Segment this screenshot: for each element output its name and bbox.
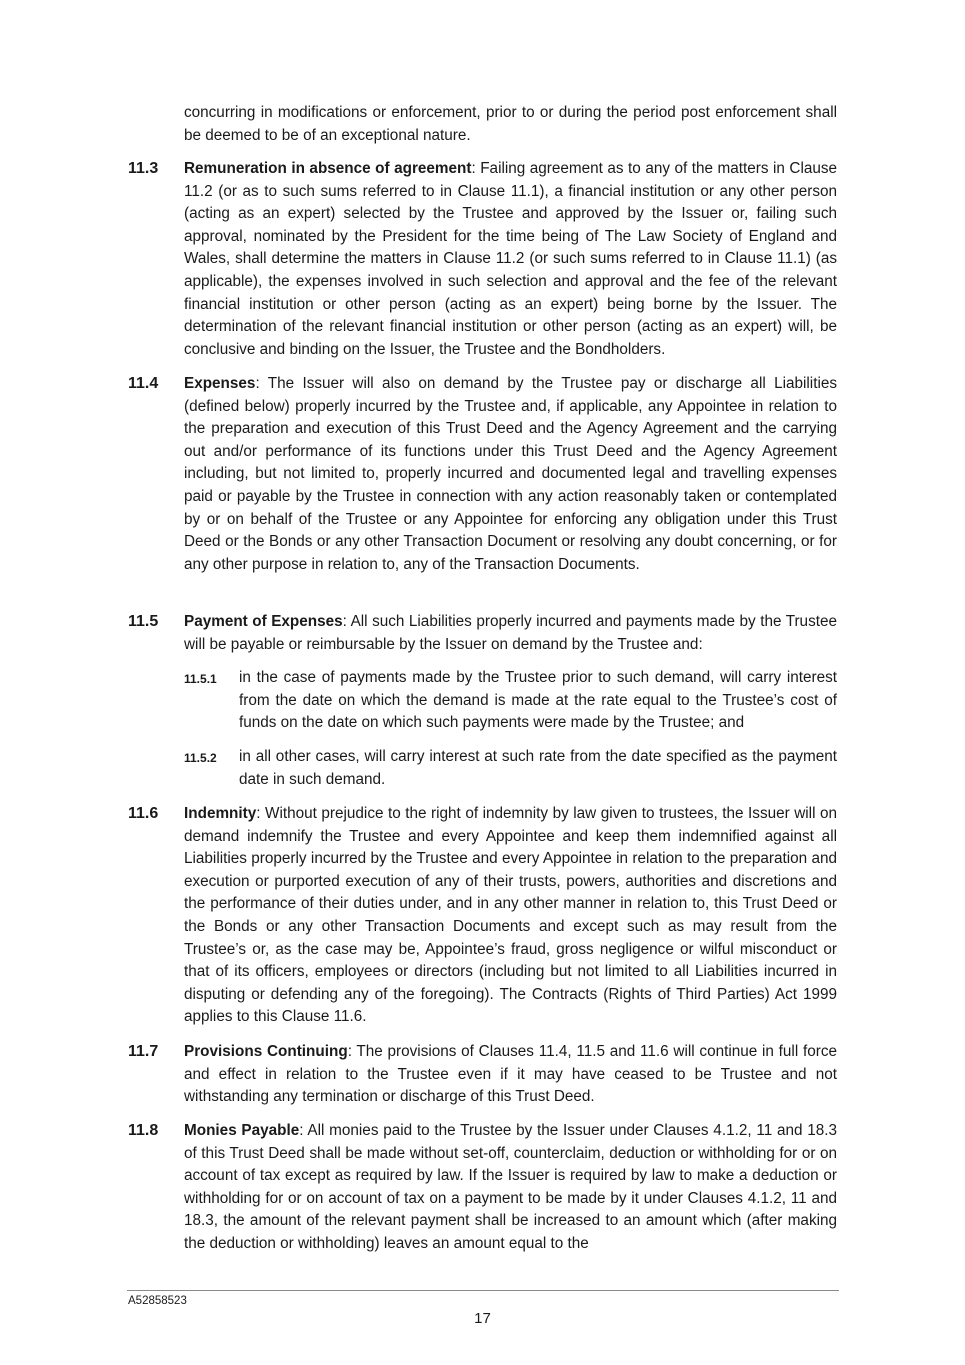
clause-body	[184, 1041, 837, 1109]
clause-text: : The provisions of Clauses 11.4, 11.5 and 11.6 will continue in full force and effect in relation to the Trustee even if it may have ceased to be Trustee and not withstanding any termination or discharge of this Trust Deed.	[184, 1043, 837, 1106]
clause-heading: Monies Payable	[184, 1122, 300, 1139]
clause-11-8	[128, 1120, 837, 1256]
clause-body	[184, 158, 837, 361]
clause-body	[184, 1120, 837, 1256]
continuation-paragraph: concurring in modifications or enforcement, prior to or during the period post enforcement shall be deemed to be of an exceptional nature.	[184, 104, 837, 144]
clause-11-7	[128, 1041, 837, 1109]
clause-heading: Indemnity	[184, 805, 257, 822]
clause-heading: Provisions Continuing	[184, 1043, 348, 1060]
document-reference: A52858523	[128, 1295, 187, 1307]
clause-text: : Without prejudice to the right of indemnity by law given to trustees, the Issuer will on demand indemnify the Trustee and every Appointee and keep them indemnified against all Liabilities properly incurred by the Trustee and every Appointee in relation to the preparation and execution or purported execution of any of their trusts, powers, authorities and discretions and the performance of their duties under, and in any other manner in relation to, this Trust Deed or the Bonds or any other Transaction Documents and except such as may result from the Trustee’s or, as the case may be, Appointee’s fraud, gross negligence or wilful misconduct or that of its officers, employees or directors (including but not limited to all Liabilities incurred in disputing or defending any of the foregoing). The Contracts (Rights of Third Parties) Act 1999 applies to this Clause 11.6.	[184, 805, 837, 1026]
clause-heading: Remuneration in absence of agreement	[184, 160, 472, 177]
footer-divider	[127, 1290, 839, 1291]
subclause-number: 11.5.2	[184, 751, 217, 765]
clause-text: : All monies paid to the Trustee by the Issuer under Clauses 4.1.2, 11 and 18.3 of this Trust Deed shall be made without set-off, counterclaim, deduction or withholding for or on account of tax except as required by law. If the Issuer is required by law to make a deduction or withholding for or on account of tax on a payment to be made by it under Clauses 4.1.2, 11 and 18.3, the amount of the relevant payment shall be increased to an amount which (after making the deduction or withholding) leaves an amount equal to the	[184, 1122, 837, 1252]
clause-11-5	[128, 611, 837, 656]
clause-body	[184, 611, 837, 656]
clause-body	[184, 373, 837, 576]
clause-text: : Failing agreement as to any of the matters in Clause 11.2 (or as to such sums referred to in Clause 11.1), a financial institution or any other person (acting as an expert) selected by the Trustee and approved by the Issuer or, failing such approval, nominated by the President for the time being of The Law Society of England and Wales, shall determine the matters in Clause 11.2 (or such sums referred to in Clause 11.1) (as applicable), the expenses involved in such selection and approval and the fee of the relevant financial institution or other person (acting as an expert) being borne by the Issuer. The determination of the relevant financial institution or other person (acting as an expert) will, be conclusive and binding on the Issuer, the Trustee and the Bondholders.	[184, 160, 838, 358]
clause-number: 11.6	[128, 805, 159, 822]
clause-text: : All such Liabilities properly incurred and payments made by the Trustee will be payable or reimbursable by the Issuer on demand by the Trustee and:	[184, 613, 837, 653]
clause-11-4	[128, 373, 837, 576]
subclause-11-5-2	[184, 746, 837, 791]
page-number: 17	[474, 1310, 491, 1327]
clause-body	[184, 803, 837, 1029]
clause-11-6	[128, 803, 837, 1029]
clause-heading: Expenses	[184, 375, 256, 392]
clause-number: 11.3	[128, 160, 159, 177]
clause-text: : The Issuer will also on demand by the Trustee pay or discharge all Liabilities (defined below) properly incurred by the Trustee and, if applicable, any Appointee in relation to the preparation and execution of this Trust Deed and the Agency Agreement and the carrying out and/or performance of its functions under this Trust Deed and the Agency Agreement including, but not limited to, properly incurred and documented legal and travelling expenses paid or payable by the Trustee in connection with any action reasonably taken or contemplated by or on behalf of the Trustee or any Appointee for enforcing any obligation under this Trust Deed or the Bonds or any other Transaction Document or resolving any doubt concerning, or for any other purpose in relation to, any of the Transaction Documents.	[184, 375, 837, 573]
subclause-text: in the case of payments made by the Trustee prior to such demand, will carry interest from the date on which the demand is made at the rate equal to the Trustee’s cost of funds on the date on which such payments were made by the Trustee; and	[239, 669, 837, 732]
clause-number: 11.7	[128, 1043, 159, 1060]
clause-number: 11.4	[128, 375, 159, 392]
clause-number: 11.5	[128, 613, 159, 630]
clause-11-3	[128, 158, 837, 361]
clause-number: 11.8	[128, 1122, 159, 1139]
subclause-number: 11.5.1	[184, 672, 217, 686]
subclause-text: in all other cases, will carry interest at such rate from the date specified as the payment date in such demand.	[239, 748, 837, 788]
clause-heading: Payment of Expenses	[184, 613, 343, 630]
subclause-11-5-1	[184, 667, 837, 735]
